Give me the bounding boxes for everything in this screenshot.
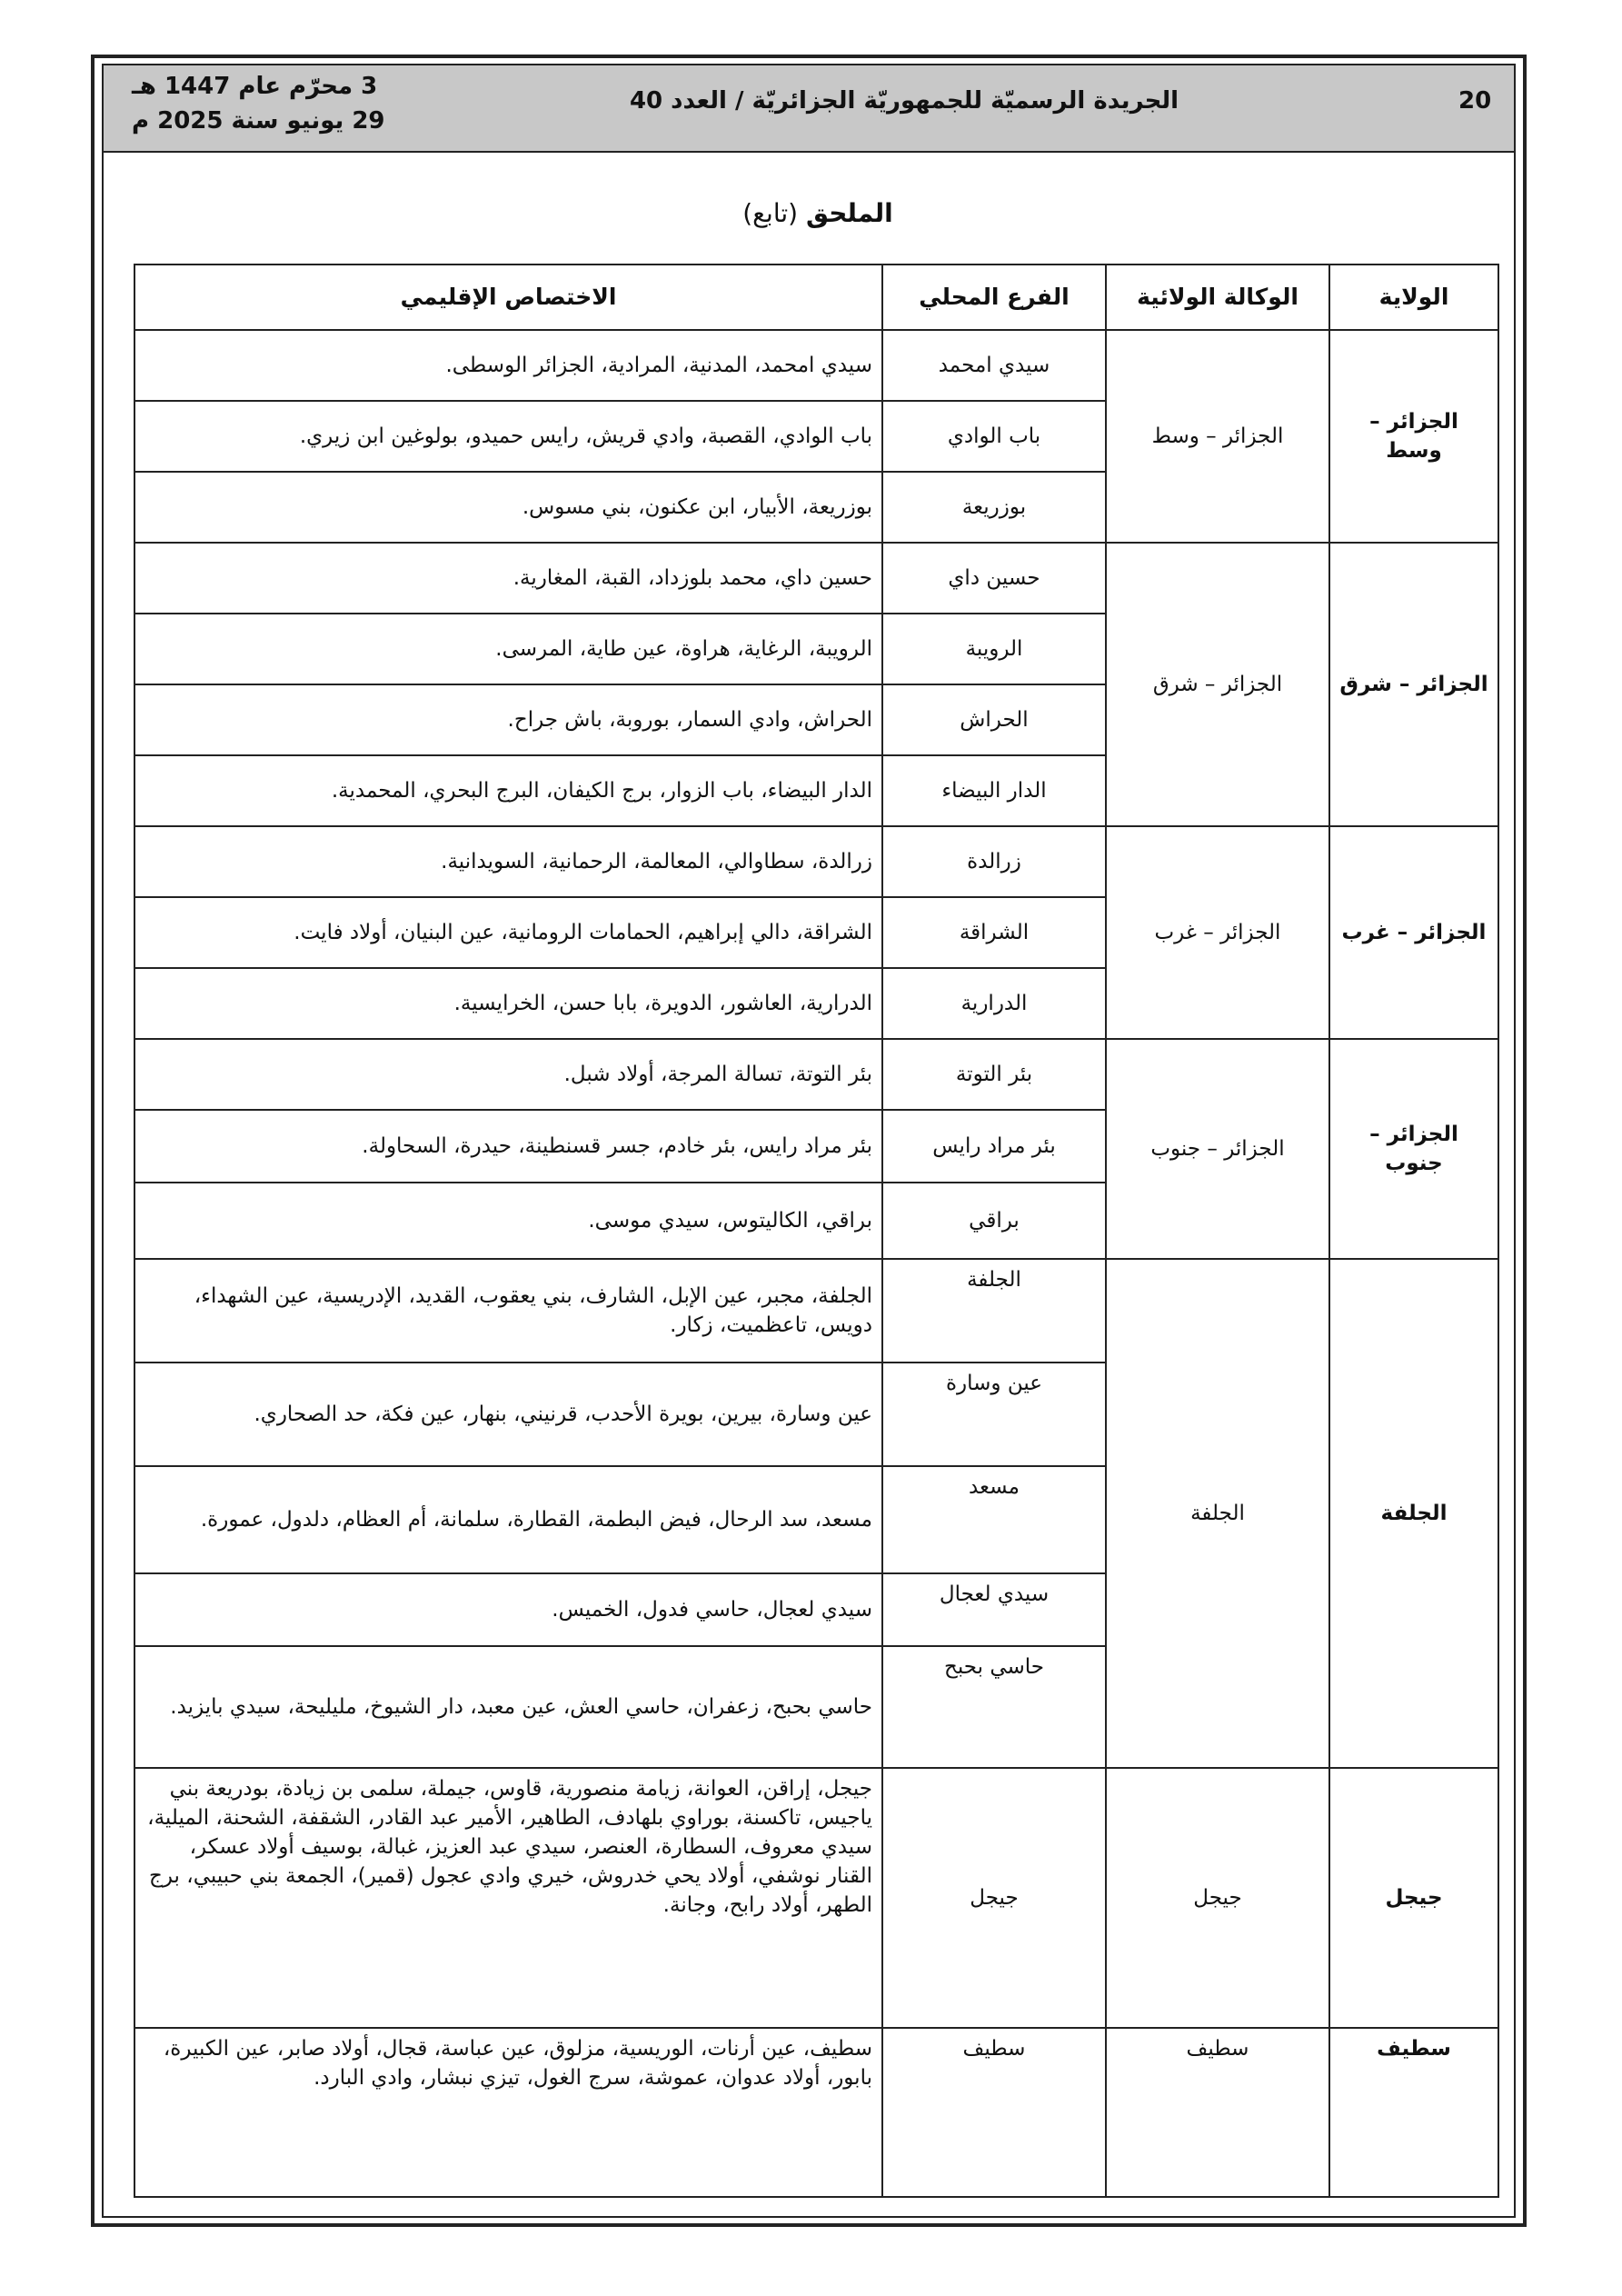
table-header-row [134,265,1498,330]
branch-cell: الحراش [882,684,1106,755]
agency-cell: الجزائر – شرق [1106,543,1329,826]
jurisdiction-cell: باب الوادي، القصبة، وادي قريش، رايس حميدو، بولوغين ابن زيري. [134,401,882,472]
jurisdiction-cell: بئر التوتة، تسالة المرجة، أولاد شبل. [134,1039,882,1110]
annex-title-bold: الملحق [806,198,893,228]
jurisdiction-cell: حاسي بحبح، زعفران، حاسي العش، عين معبد، دار الشيوخ، مليليحة، سيدي بايزيد. [134,1646,882,1768]
jurisdiction-cell: الدار البيضاء، باب الزوار، برج الكيفان، البرج البحري، المحمدية. [134,755,882,826]
table-row [134,2028,1498,2197]
branch-cell: سيدي لعجال [882,1573,1106,1646]
agency-cell: الجزائر – غرب [1106,826,1329,1039]
wilaya-cell: الجزائر – شرق [1329,543,1498,826]
wilaya-cell: الجزائر – وسط [1329,330,1498,543]
wilaya-cell: سطيف [1329,2028,1498,2197]
jurisdiction-table [134,264,1499,2198]
branch-cell: باب الوادي [882,401,1106,472]
branch-cell: زرالدة [882,826,1106,897]
branch-cell: مسعد [882,1466,1106,1573]
annex-title [545,198,1090,228]
table-row [134,543,1498,614]
jurisdiction-cell: مسعد، سد الرحال، فيض البطمة، القطارة، سلمانة، أم العظام، دلدول، عمورة. [134,1466,882,1573]
branch-cell: حاسي بحبح [882,1646,1106,1768]
column-header-agency: الوكالة الولائية [1106,265,1329,330]
jurisdiction-cell: الحراش، وادي السمار، بوروبة، باش جراح. [134,684,882,755]
branch-cell: عين وسارة [882,1363,1106,1466]
wilaya-cell: الجزائر – جنوب [1329,1039,1498,1259]
date-hijri: 3 محرّم عام 1447 هـ [132,73,378,100]
branch-cell: الجلفة [882,1259,1106,1363]
jurisdiction-cell: الجلفة، مجبر، عين الإبل، الشارف، بني يعقوب، القديد، الإدريسية، عين الشهداء، دويس، تاعظميت، زكار. [134,1259,882,1363]
branch-cell: حسين داي [882,543,1106,614]
branch-cell: الشراقة [882,897,1106,968]
jurisdiction-cell: حسين داي، محمد بلوزداد، القبة، المغارية. [134,543,882,614]
branch-cell: بوزريعة [882,472,1106,543]
table-row [134,1039,1498,1110]
wilaya-cell: الجلفة [1329,1259,1498,1768]
column-header-wilaya: الولاية [1329,265,1498,330]
jurisdiction-cell: سطيف، عين أرنات، الوريسية، مزلوق، عين عباسة، قجال، أولاد صابر، عين الكبيرة، بابور، أولاد عدوان، عموشة، سرج الغول، تيزي نبشار، وادي البارد. [134,2028,882,2197]
jurisdiction-cell: جيجل، إراقن، العوانة، زيامة منصورية، قاوس، جيملة، سلمى بن زيادة، بودريعة بني ياجيس، تاكسنة، بوراوي بلهادف، الطاهير، الأمير عبد القادر، الشقفة، الشحنة، الميلية، سيدي معروف، السطارة، العنصر، سيدي عبد العزيز، غبالة، بوسيف أولاد عسكر، القنار نوشفي، أولاد يحي خدروش، خيري وادي عجول (قمير)، الجمعة بني حبيبي، برج الطهر، أولاد رابح، وجانة. [134,1768,882,2028]
branch-cell: الدار البيضاء [882,755,1106,826]
jurisdiction-cell: سيدي لعجال، حاسي فدول، الخميس. [134,1573,882,1646]
annex-title-suffix: (تابع) [742,198,807,228]
gazette-title: الجريدة الرسميّة للجمهوريّة الجزائريّة / العدد 40 [629,87,1179,115]
agency-cell: الجزائر – جنوب [1106,1039,1329,1259]
jurisdiction-cell: براقي، الكاليتوس، سيدي موسى. [134,1183,882,1259]
branch-cell: الرويبة [882,614,1106,684]
table-row [134,330,1498,401]
branch-cell: بئر التوتة [882,1039,1106,1110]
page-number: 20 [1458,87,1492,115]
jurisdiction-cell: سيدي امحمد، المدنية، المرادية، الجزائر الوسطى. [134,330,882,401]
table-row [134,1768,1498,2028]
table-row [134,826,1498,897]
wilaya-cell: الجزائر – غرب [1329,826,1498,1039]
jurisdiction-cell: عين وسارة، بيرين، بويرة الأحدب، قرنيني، بنهار، عين فكة، حد الصحاري. [134,1363,882,1466]
branch-cell: جيجل [882,1768,1106,2028]
branch-cell: سطيف [882,2028,1106,2197]
branch-cell: سيدي امحمد [882,330,1106,401]
jurisdiction-cell: بوزريعة، الأبيار، ابن عكنون، بني مسوس. [134,472,882,543]
column-header-jurisdiction: الاختصاص الإقليمي [134,265,882,330]
jurisdiction-cell: زرالدة، سطاوالي، المعالمة، الرحمانية، السويدانية. [134,826,882,897]
branch-cell: بئر مراد رايس [882,1110,1106,1183]
agency-cell: جيجل [1106,1768,1329,2028]
table-row [134,1259,1498,1363]
jurisdiction-cell: الدرارية، العاشور، الدويرة، بابا حسن، الخرايسية. [134,968,882,1039]
wilaya-cell: جيجل [1329,1768,1498,2028]
jurisdiction-cell: بئر مراد رايس، بئر خادم، جسر قسنطينة، حيدرة، السحاولة. [134,1110,882,1183]
jurisdiction-cell: الرويبة، الرغاية، هراوة، عين طاية، المرسى. [134,614,882,684]
jurisdiction-cell: الشراقة، دالي إبراهيم، الحمامات الرومانية، عين البنيان، أولاد فايت. [134,897,882,968]
branch-cell: الدرارية [882,968,1106,1039]
agency-cell: الجزائر – وسط [1106,330,1329,543]
agency-cell: الجلفة [1106,1259,1329,1768]
branch-cell: براقي [882,1183,1106,1259]
agency-cell: سطيف [1106,2028,1329,2197]
date-gregorian: 29 يونيو سنة 2025 م [132,107,385,135]
column-header-branch: الفرع المحلي [882,265,1106,330]
